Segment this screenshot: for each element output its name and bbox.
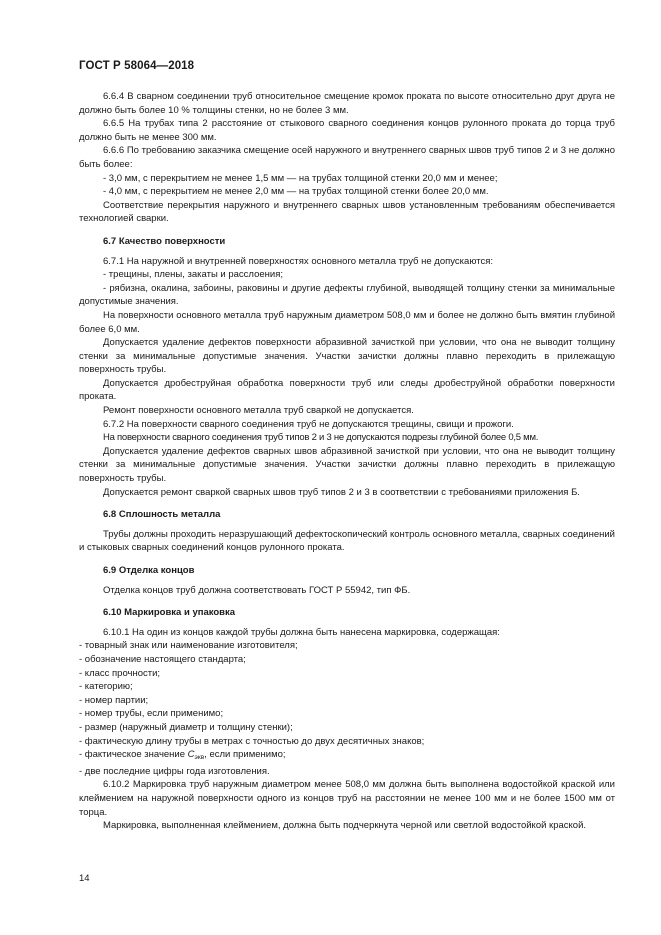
paragraph-6-10-1: 6.10.1 На один из концов каждой трубы должна быть нанесена маркировка, содержащая:: [103, 626, 500, 638]
paragraph: Ремонт поверхности основного металла труб сваркой не допускается.: [103, 405, 414, 417]
paragraph: Допускается ремонт сваркой сварных швов труб типов 2 и 3 в соответствии с требованиями приложения Б.: [103, 486, 580, 498]
list-item: - размер (наружный диаметр и толщину стенки);: [79, 721, 293, 733]
page-number: 14: [79, 873, 90, 884]
paragraph: Маркировка, выполненная клеймением, должна быть подчеркнута черной или светлой водостойкой краской.: [103, 820, 587, 832]
paragraph-6-6-4: 6.6.4 В сварном соединении труб относительное смещение кромок проката по высоте относительно друг друга не должно быть более 10 % толщины стенки, но не более 3 мм.: [79, 91, 615, 116]
list-item: - номер партии;: [79, 694, 149, 706]
paragraph-6-10-2: 6.10.2 Маркировка труб наружным диаметром менее 508,0 мм должна быть выполнена водостойкой краской или клеймением на наружной поверхности одного из концов труб на расстоянии не менее 100 мм и не более 1500 мм от торца.: [79, 779, 615, 818]
list-item: - трещины, плены, закаты и расслоения;: [103, 269, 283, 281]
marking-list: [79, 639, 615, 778]
list-item: - категорию;: [79, 681, 133, 693]
list-item: - обозначение настоящего стандарта;: [79, 653, 246, 665]
paragraph: На поверхности сварного соединения труб типов 2 и 3 не допускаются подрезы глубиной более 0,5 мм.: [103, 432, 539, 444]
cekv-prefix: - фактическое значение: [79, 749, 188, 761]
paragraph-6-7-1: 6.7.1 На наружной и внутренней поверхностях основного металла труб не допускаются:: [103, 255, 494, 267]
page-body: [79, 90, 615, 833]
list-item: - класс прочности;: [79, 667, 161, 679]
list-item: - рябизна, окалина, забоины, раковины и другие дефекты глубиной, выводящей толщину стенки за минимальные допустимые значения.: [79, 282, 615, 308]
list-item-cekv: [79, 748, 615, 765]
paragraph-6-6-5: 6.6.5 На трубах типа 2 расстояние от стыкового сварного соединения концов рулонного проката до торца труб должно быть не менее 300 мм.: [79, 118, 615, 143]
list-item: - 3,0 мм, с перекрытием не менее 1,5 мм — на трубах толщиной стенки 20,0 мм и менее;: [103, 172, 498, 184]
paragraph: Допускается удаление дефектов поверхности абразивной зачисткой при условии, что она не выводит толщину стенки за минимальные допустимые значения. Участки зачистки должны плавно переходить в прилежащую поверхность трубы.: [79, 337, 615, 376]
cekv-subscript: экв: [194, 754, 205, 762]
list-item: - товарный знак или наименование изготовителя;: [79, 640, 298, 652]
paragraph: Допускается дробеструйная обработка поверхности труб или следы дробеструйной обработки поверхности проката.: [79, 377, 615, 403]
paragraph: Отделка концов труб должна соответствовать ГОСТ Р 55942, тип ФБ.: [103, 584, 411, 596]
list-item: - фактическую длину трубы в метрах с точностью до двух десятичных знаков;: [79, 735, 425, 747]
section-heading-6-10: 6.10 Маркировка и упаковка: [103, 607, 236, 619]
paragraph: Соответствие перекрытия наружного и внутреннего сварных швов установленным требованиям обеспечивается технологией сварки.: [79, 199, 615, 225]
paragraph-6-7-2: 6.7.2 На поверхности сварного соединения труб не допускаются трещины, свищи и прожоги.: [103, 418, 514, 430]
paragraph: Трубы должны проходить неразрушающий дефектоскопический контроль основного металла, сварных соединений и стыковых сварных соединений концов рулонного проката.: [79, 528, 615, 554]
list-item: - две последние цифры года изготовления.: [79, 765, 270, 777]
cekv-suffix: , если применимо;: [204, 749, 286, 761]
list-item: - 4,0 мм, с перекрытием не менее 2,0 мм — на трубах толщиной стенки более 20,0 мм.: [103, 186, 489, 198]
paragraph: Допускается удаление дефектов сварных швов абразивной зачисткой при условии, что она не выводит толщину стенки за минимальные допустимые значения. Участки зачистки должны плавно переходить в прилежащую поверхность трубы.: [79, 445, 615, 485]
document-header: ГОСТ Р 58064—2018: [79, 60, 195, 72]
cekv-symbol: C: [187, 749, 195, 761]
section-heading-6-8: 6.8 Сплошность металла: [103, 509, 221, 521]
paragraph: На поверхности основного металла труб наружным диаметром 508,0 мм и более не должно быть вмятин глубиной более 6,0 мм.: [79, 309, 615, 335]
section-heading-6-7: 6.7 Качество поверхности: [103, 235, 226, 247]
section-heading-6-9: 6.9 Отделка концов: [103, 565, 195, 576]
paragraph-6-6-6: 6.6.6 По требованию заказчика смещение осей наружного и внутреннего сварных швов труб типов 2 и 3 не должно быть более:: [79, 145, 615, 170]
list-item: - номер трубы, если применимо;: [79, 708, 224, 720]
